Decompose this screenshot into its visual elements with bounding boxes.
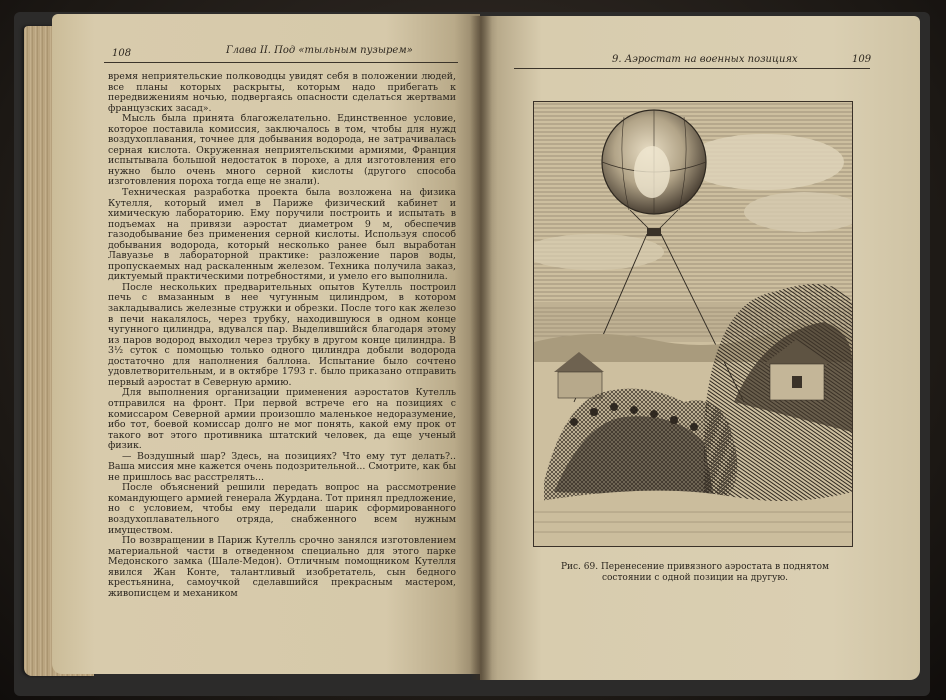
engraving-svg [534, 102, 852, 546]
engraving-illustration [533, 101, 853, 547]
paragraph: По возвращении в Париж Кутелль срочно занялся изготовлением материальной части в отведенном специально для этого парке Медонского замка (Шале-Медон). Отличным помощником Кутелля явился Жан Конте, талантливый изобретатель, сын бедного крестьянина, самоучкой сделавшийся прекрасным мастером, живописцем и механиком [108, 535, 456, 599]
left-header-rule [104, 62, 458, 63]
paragraph: время неприятельские полководцы увидят себя в положении людей, все планы которых раскрыты, которым надо прибегать к передвижениям ночью, подвергаясь опасности сделаться жертвами французских засад». [108, 71, 456, 114]
right-running-head: 9. Аэростат на военных позициях [612, 54, 798, 65]
paragraph: Техническая разработка проекта была возложена на физика Кутелля, который имел в Париже физический кабинет и химическую лабораторию. Ему поручили построить и испытать в подъемах на привязи аэростат диаметром 9 м, обеспечив газодобывание без применения серной кислоты. Используя способ добывания водорода, который несколько ранее был выработан Лавуазье в лабораторной практике: разложение паров воды, пропускаемых над раскаленным железом. Техника получила заказ, диктуемый практическими потребностями, и умело его выполнила. [108, 187, 456, 283]
figure-caption: Рис. 69. Перенесение привязного аэростата в поднятом состоянии с одной позиции на другую. [560, 562, 830, 583]
left-page-body [108, 72, 456, 599]
paragraph: После нескольких предварительных опытов Кутелль построил печь с вмазанным в нее чугунным цилиндром, в котором закладывались железные стружки и обрезки. После того как железо в печи накалялось, через трубку, находившуюся в одном конце чугунного цилиндра, вдувался пар. Выделившийся благодаря этому из паров водород выходил через трубку в другом конце цилиндра. В 3½ суток с помощью только одного цилиндра добыли водорода достаточно для наполнения баллона. Испытание было сочтено удовлетворительным, и в октябре 1793 г. было приказано отправить первый аэростат в Северную армию. [108, 281, 456, 388]
left-running-head: Глава II. Под «тыльным пузырем» [226, 45, 413, 56]
paragraph: Для выполнения организации применения аэростатов Кутелль отправился на фронт. При первой встрече его на позициях с комиссаром Северной армии произошло маленькое недоразумение, ибо тот, боевой комиссар долго не мог понять, какой ему прок от такого вот этого противника штатский человек, да еще ученый физик. [108, 387, 456, 452]
paragraph: — Воздушный шар? Здесь, на позициях? Что ему тут делать?.. Ваша миссия мне кажется очень подозрительной... Смотрите, как бы не пришлось вас расстрелять... [108, 450, 456, 483]
paragraph: Мысль была принята благожелательно. Единственное условие, которое поставила комиссия, заключалось в том, чтобы для нужд воздухоплавания, точнее для добывания водорода, не затрачивалась серная кислота. Окруженная неприятельскими армиями, Франция испытывала большой недостаток в порохе, а для изготовления его нужно было очень много серной кислоты (другого способа изготовления пороха тогда еще не знали). [108, 113, 456, 188]
book-gutter [470, 16, 492, 680]
paragraph: После объяснений решили передать вопрос на рассмотрение командующего армией генерала Журдана. Тот принял предложение, но с условием, чтобы ему передали шарик сформированного воздухоплавательного отряда, снабженного всем нужным имуществом. [108, 482, 456, 536]
left-page-number: 108 [112, 48, 132, 59]
right-header-rule [514, 68, 870, 69]
right-page-number: 109 [852, 54, 872, 65]
